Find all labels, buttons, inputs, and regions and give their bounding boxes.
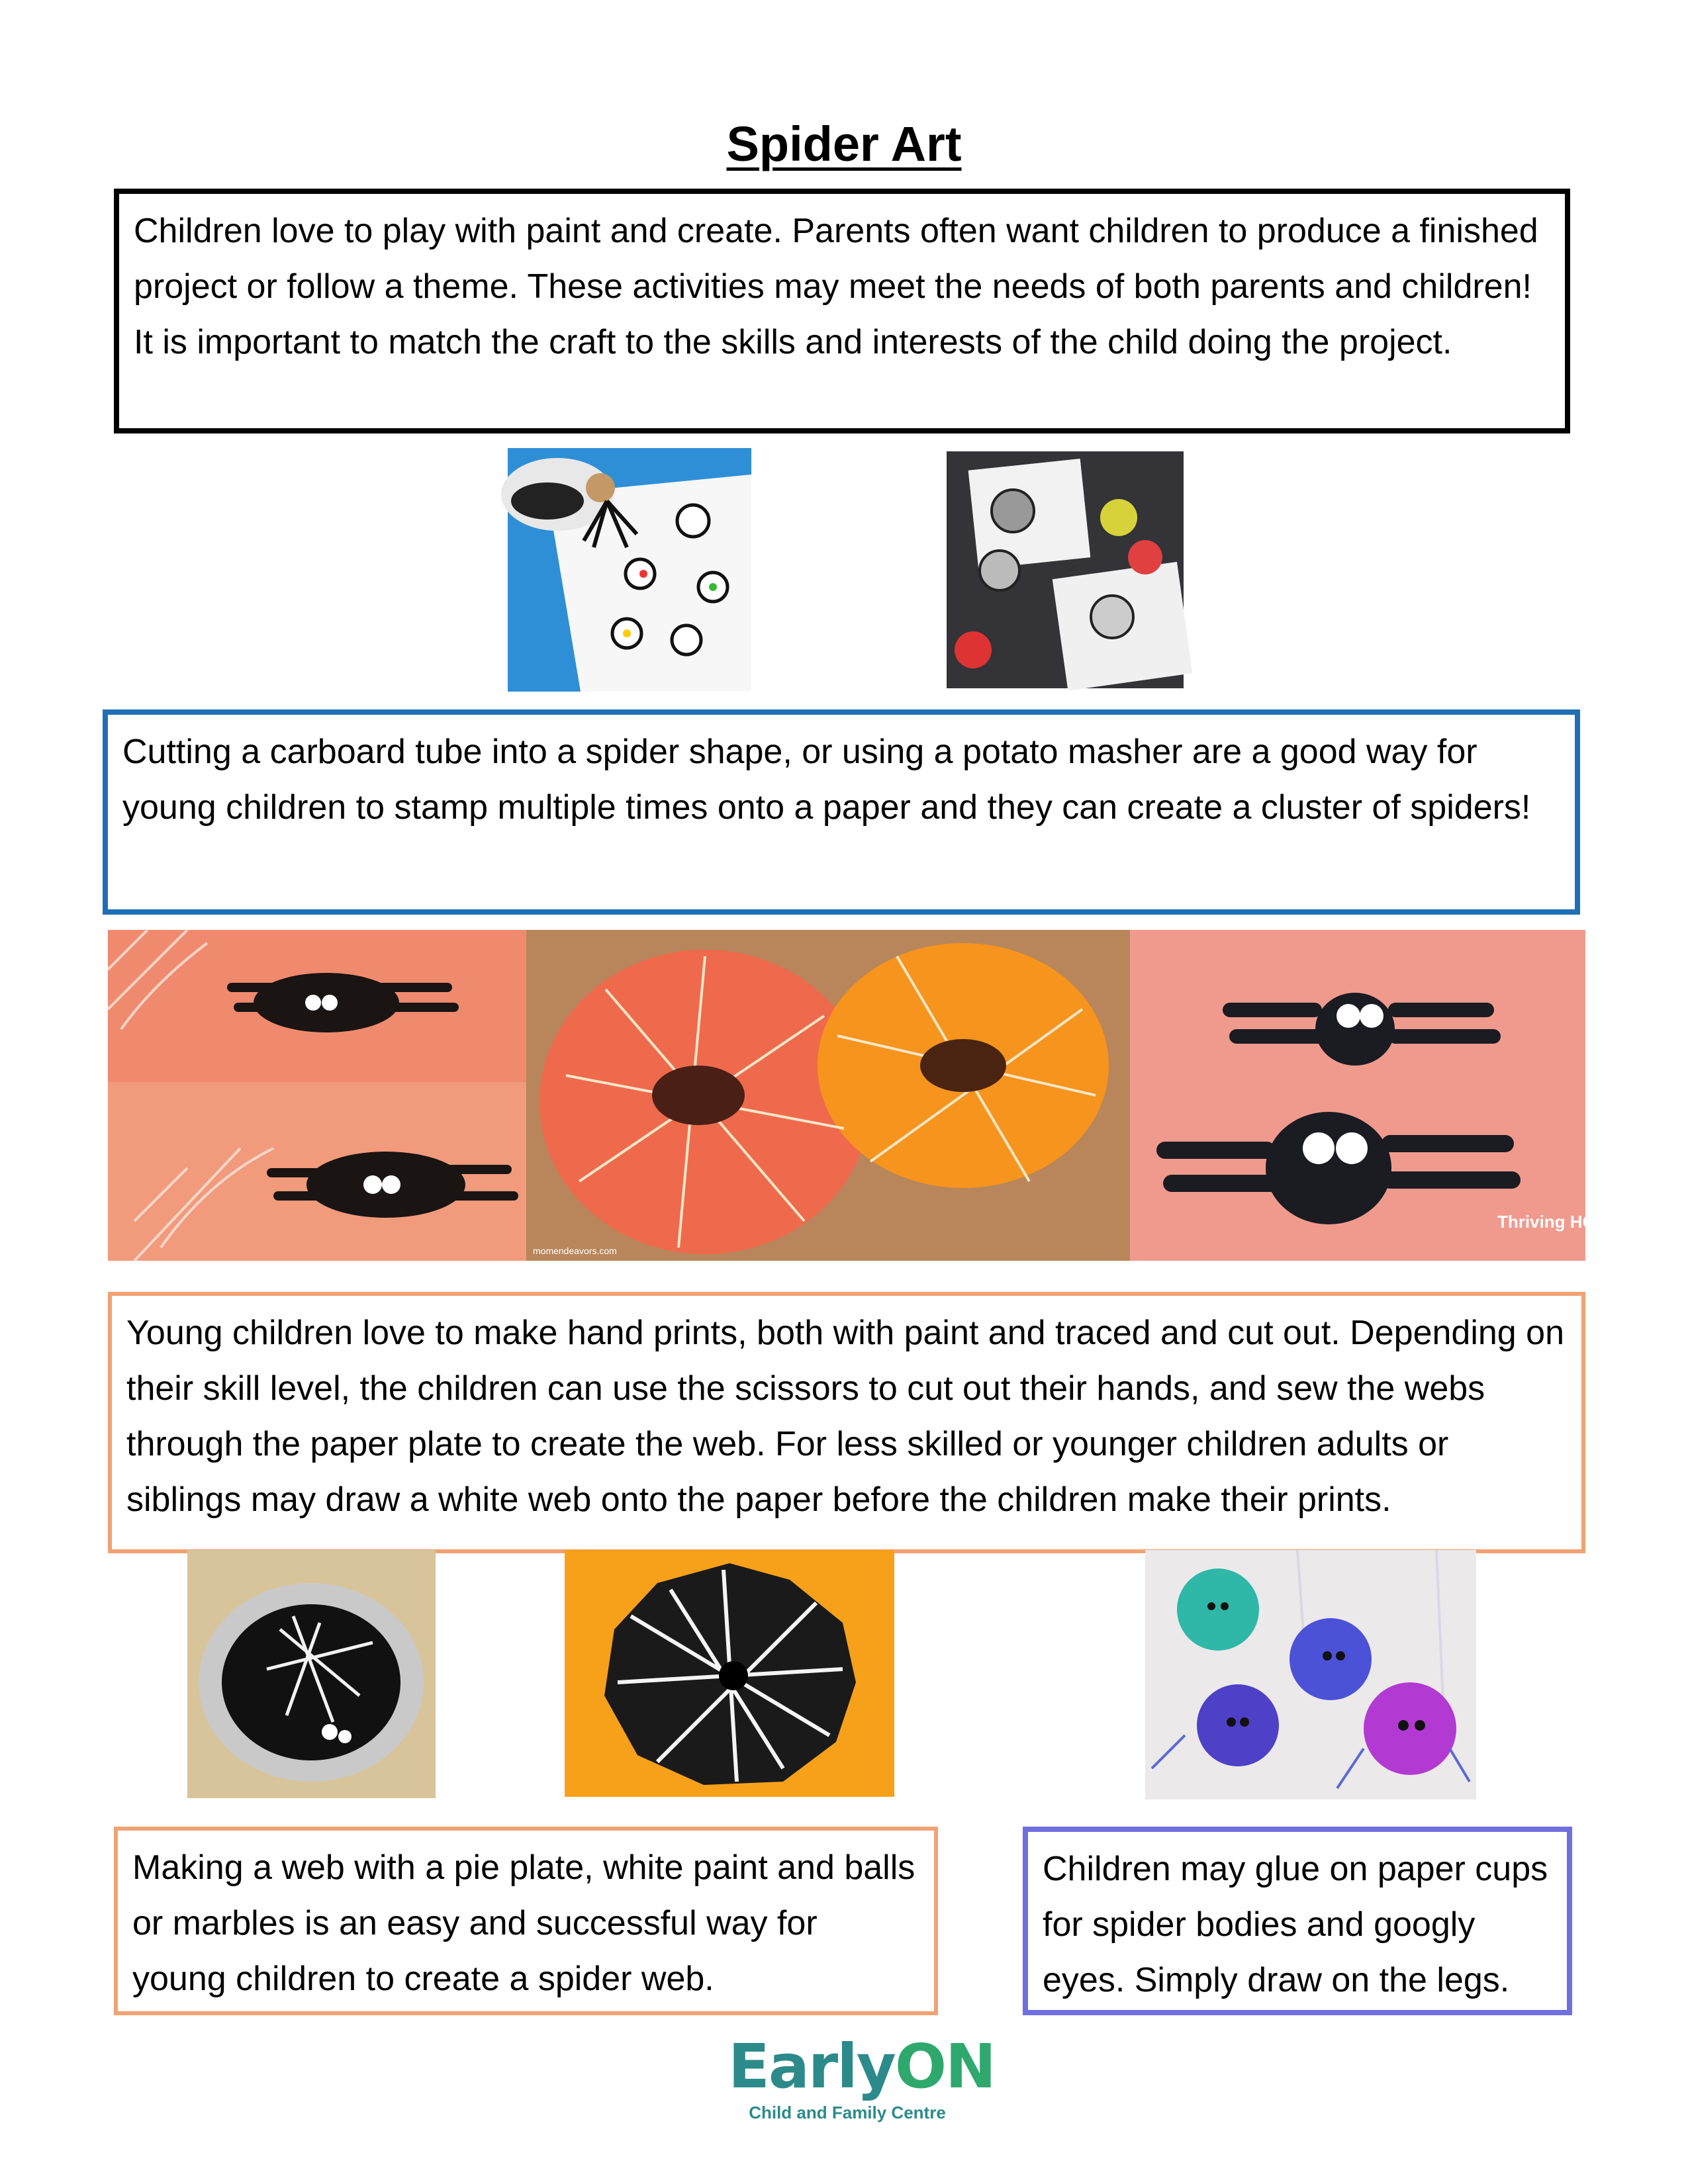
logo-wordmark: EarlyON [728, 2031, 996, 2102]
photo-stamped-spiders [508, 448, 751, 692]
cutout-hands-watermark: Thriving HOME [1497, 1212, 1622, 1232]
photo-pie-plate-web [187, 1550, 436, 1798]
photo-paper-cup-spiders [1145, 1550, 1476, 1799]
pie-plate-text: Making a web with a pie plate, white paint and balls or marbles is an easy and successful way for young children to create a spider web. [132, 1848, 915, 1998]
earlyon-logo [728, 2031, 996, 2134]
intro-box [114, 189, 1570, 433]
photo-cutout-hand-spiders [1130, 930, 1622, 1261]
pie-plate-box [114, 1827, 938, 2015]
page-title: Spider Art [726, 116, 962, 171]
handprints-box [108, 1292, 1585, 1553]
photo-paper-plate-webs [526, 930, 1130, 1261]
paper-plate-watermark: momendeavors.com [533, 1246, 617, 1256]
photo-orange-web-spider [565, 1550, 894, 1797]
paper-cups-text: Children may glue on paper cups for spider bodies and googly eyes. Simply draw on the legs. [1043, 1850, 1548, 1999]
stamping-text: Cutting a carboard tube into a spider shape, or using a potato masher are a good way for young children to stamp multiple times onto a paper and they can create a cluster of spiders! [122, 733, 1531, 827]
logo-subtitle: Child and Family Centre [749, 2103, 946, 2122]
intro-text: Children love to play with paint and create. Parents often want children to produce a finished project or follow a theme. These activities may meet the needs of both parents and children! It is important to match the craft to the skills and interests of the child doing the project. [134, 212, 1538, 361]
photo-handprint-spiders [108, 930, 526, 1261]
paper-cups-box [1023, 1827, 1572, 2015]
handprints-text: Young children love to make hand prints, both with paint and traced and cut out. Depending on their skill level, the children can use the scissors to cut out their hands, and sew the webs through the paper plate to create the web. For less skilled or younger children adults or siblings may draw a white web onto the paper before the children make their prints. [126, 1314, 1565, 1519]
stamping-box [103, 709, 1580, 915]
photo-bubble-wrap-spiders [947, 451, 1184, 688]
